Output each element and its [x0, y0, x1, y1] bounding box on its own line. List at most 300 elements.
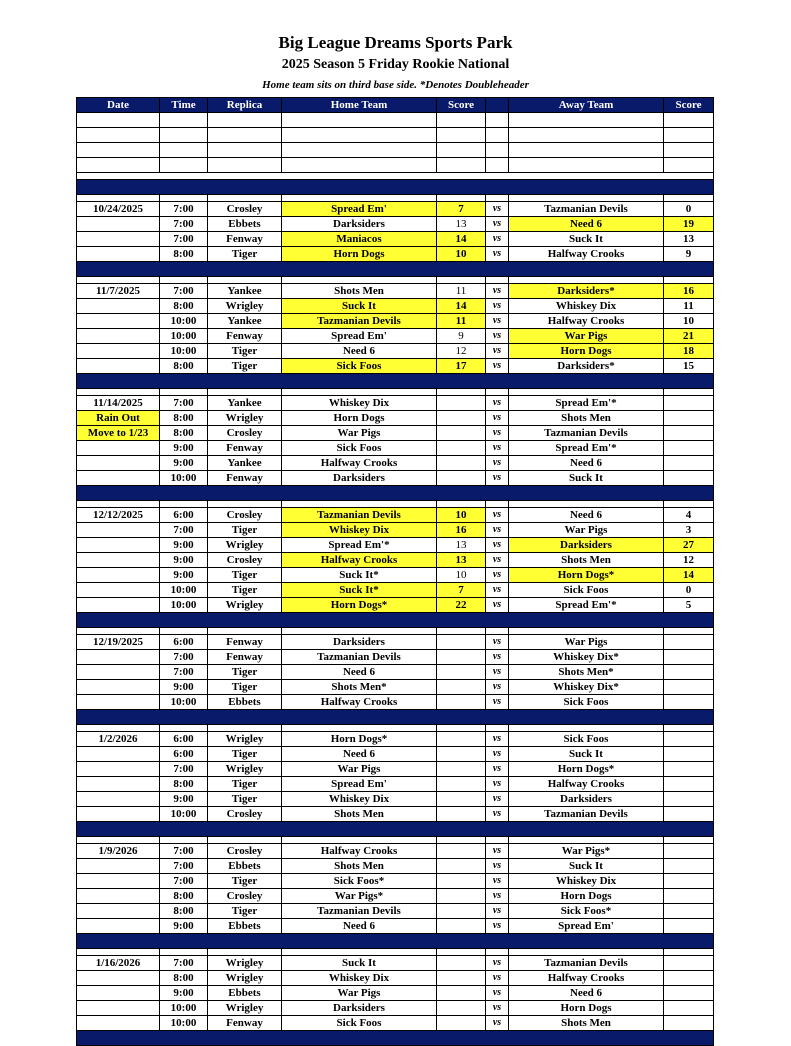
replica-field: Fenway	[208, 635, 282, 650]
away-score: 9	[664, 247, 714, 262]
home-score: 22	[437, 598, 486, 613]
away-team: Need 6	[509, 508, 664, 523]
game-date	[77, 329, 160, 344]
spacer-cell	[509, 837, 664, 844]
home-team: Whiskey Dix	[282, 792, 437, 807]
vs-label: vs	[486, 583, 509, 598]
replica-field: Tiger	[208, 777, 282, 792]
vs-label: vs	[486, 299, 509, 314]
spacer-cell	[208, 389, 282, 396]
home-score	[437, 777, 486, 792]
away-team: Suck It	[509, 232, 664, 247]
game-row	[77, 411, 714, 426]
spacer-cell	[509, 277, 664, 284]
spacer-cell	[160, 277, 208, 284]
spacer-cell	[664, 628, 714, 635]
spacer-cell	[208, 277, 282, 284]
vs-label: vs	[486, 1001, 509, 1016]
home-score: 11	[437, 314, 486, 329]
game-time: 9:00	[160, 792, 208, 807]
away-team: Whiskey Dix	[509, 299, 664, 314]
vs-label: vs	[486, 747, 509, 762]
game-date	[77, 598, 160, 613]
spacer-cell	[486, 837, 509, 844]
replica-field: Crosley	[208, 202, 282, 217]
home-score	[437, 889, 486, 904]
away-score	[664, 650, 714, 665]
game-time: 10:00	[160, 314, 208, 329]
home-score: 13	[437, 538, 486, 553]
home-team: Darksiders	[282, 635, 437, 650]
home-score: 17	[437, 359, 486, 374]
empty-cell	[77, 128, 160, 143]
replica-field: Wrigley	[208, 538, 282, 553]
game-row	[77, 568, 714, 583]
game-row	[77, 471, 714, 486]
empty-cell	[664, 128, 714, 143]
away-score: 15	[664, 359, 714, 374]
home-team: Darksiders	[282, 471, 437, 486]
game-date	[77, 471, 160, 486]
empty-cell	[77, 143, 160, 158]
spacer-cell	[437, 277, 486, 284]
replica-field: Tiger	[208, 583, 282, 598]
home-score: 13	[437, 553, 486, 568]
home-team: Horn Dogs	[282, 247, 437, 262]
home-team: Tazmanian Devils	[282, 904, 437, 919]
spacer-cell	[664, 725, 714, 732]
game-row	[77, 396, 714, 411]
game-row	[77, 956, 714, 971]
away-team: Darksiders*	[509, 359, 664, 374]
away-score: 4	[664, 508, 714, 523]
game-row	[77, 329, 714, 344]
replica-field: Crosley	[208, 844, 282, 859]
spacer-cell	[160, 195, 208, 202]
home-team: War Pigs	[282, 426, 437, 441]
away-score	[664, 844, 714, 859]
game-row	[77, 1001, 714, 1016]
spacer-cell	[160, 389, 208, 396]
game-date	[77, 919, 160, 934]
game-time: 6:00	[160, 732, 208, 747]
game-date	[77, 299, 160, 314]
game-time: 6:00	[160, 508, 208, 523]
empty-cell	[208, 113, 282, 128]
away-team: Horn Dogs*	[509, 762, 664, 777]
vs-label: vs	[486, 680, 509, 695]
game-date	[77, 971, 160, 986]
game-date	[77, 807, 160, 822]
empty-cell	[509, 113, 664, 128]
game-time: 9:00	[160, 680, 208, 695]
away-score: 12	[664, 553, 714, 568]
spacer-cell	[77, 725, 160, 732]
empty-cell	[282, 128, 437, 143]
game-time: 8:00	[160, 247, 208, 262]
game-row	[77, 732, 714, 747]
home-score: 9	[437, 329, 486, 344]
game-time: 9:00	[160, 538, 208, 553]
replica-field: Tiger	[208, 523, 282, 538]
vs-label: vs	[486, 919, 509, 934]
spacer-cell	[77, 277, 160, 284]
away-team: Sick Foos*	[509, 904, 664, 919]
home-score	[437, 971, 486, 986]
replica-field: Tiger	[208, 747, 282, 762]
game-date	[77, 889, 160, 904]
game-date: 11/14/2025	[77, 396, 160, 411]
vs-label: vs	[486, 859, 509, 874]
date-header: Date	[77, 98, 160, 113]
vs-label: vs	[486, 523, 509, 538]
game-row	[77, 284, 714, 299]
away-team-header: Away Team	[509, 98, 664, 113]
week-separator	[77, 613, 714, 628]
home-score	[437, 874, 486, 889]
game-row	[77, 874, 714, 889]
spacer-cell	[486, 195, 509, 202]
spacer-cell	[208, 949, 282, 956]
away-score	[664, 889, 714, 904]
vs-label: vs	[486, 359, 509, 374]
separator-bar	[77, 1031, 714, 1046]
vs-label: vs	[486, 329, 509, 344]
game-time: 9:00	[160, 986, 208, 1001]
game-time: 7:00	[160, 232, 208, 247]
away-score	[664, 665, 714, 680]
game-date: Move to 1/23	[77, 426, 160, 441]
home-team: Horn Dogs	[282, 411, 437, 426]
replica-field: Yankee	[208, 314, 282, 329]
spacer-cell	[664, 277, 714, 284]
spacer-cell	[208, 725, 282, 732]
away-score	[664, 919, 714, 934]
game-row	[77, 508, 714, 523]
home-team: Shots Men	[282, 284, 437, 299]
spacer-cell	[77, 195, 160, 202]
away-team: Whiskey Dix*	[509, 650, 664, 665]
game-row	[77, 359, 714, 374]
game-date	[77, 441, 160, 456]
home-team: Need 6	[282, 344, 437, 359]
empty-cell	[509, 128, 664, 143]
game-row	[77, 665, 714, 680]
home-score	[437, 1016, 486, 1031]
vs-label: vs	[486, 762, 509, 777]
game-row	[77, 635, 714, 650]
away-team: Spread Em'	[509, 919, 664, 934]
replica-field: Wrigley	[208, 971, 282, 986]
spacer-row	[77, 173, 714, 180]
game-row	[77, 919, 714, 934]
game-row	[77, 807, 714, 822]
home-team: Suck It*	[282, 583, 437, 598]
home-team: War Pigs	[282, 762, 437, 777]
game-row	[77, 202, 714, 217]
home-score	[437, 635, 486, 650]
home-team: Halfway Crooks	[282, 553, 437, 568]
vs-label: vs	[486, 396, 509, 411]
spacer-cell	[437, 501, 486, 508]
home-team: Tazmanian Devils	[282, 508, 437, 523]
home-score: 10	[437, 247, 486, 262]
home-score: 16	[437, 523, 486, 538]
home-team: Sick Foos*	[282, 874, 437, 889]
replica-field: Crosley	[208, 807, 282, 822]
spacer-row	[77, 837, 714, 844]
home-score	[437, 807, 486, 822]
home-score	[437, 426, 486, 441]
game-date: 12/19/2025	[77, 635, 160, 650]
page-title: Big League Dreams Sports Park	[278, 33, 513, 52]
home-team: Horn Dogs*	[282, 732, 437, 747]
vs-label: vs	[486, 792, 509, 807]
away-score-header: Score	[664, 98, 714, 113]
empty-cell	[160, 143, 208, 158]
away-team: Darksiders	[509, 538, 664, 553]
home-score	[437, 695, 486, 710]
game-date	[77, 665, 160, 680]
home-team: Sick Foos	[282, 1016, 437, 1031]
home-score	[437, 650, 486, 665]
game-time: 7:00	[160, 202, 208, 217]
empty-cell	[160, 113, 208, 128]
away-score	[664, 956, 714, 971]
spacer-cell	[509, 628, 664, 635]
away-team: War Pigs	[509, 329, 664, 344]
away-score: 0	[664, 583, 714, 598]
home-score	[437, 471, 486, 486]
home-score: 14	[437, 232, 486, 247]
week-separator	[77, 822, 714, 837]
home-score: 10	[437, 508, 486, 523]
game-date	[77, 1001, 160, 1016]
away-team: Halfway Crooks	[509, 777, 664, 792]
game-date	[77, 247, 160, 262]
spacer-cell	[509, 949, 664, 956]
away-team: Sick Foos	[509, 695, 664, 710]
vs-label: vs	[486, 971, 509, 986]
vs-label: vs	[486, 874, 509, 889]
away-score: 5	[664, 598, 714, 613]
away-score	[664, 777, 714, 792]
game-date	[77, 874, 160, 889]
game-row	[77, 904, 714, 919]
game-date: 1/16/2026	[77, 956, 160, 971]
away-score: 21	[664, 329, 714, 344]
vs-label: vs	[486, 247, 509, 262]
away-score: 27	[664, 538, 714, 553]
schedule-note: Home team sits on third base side. *Denotes Doubleheader	[262, 79, 529, 91]
replica-field: Tiger	[208, 359, 282, 374]
home-score: 13	[437, 217, 486, 232]
away-score	[664, 792, 714, 807]
game-time: 7:00	[160, 874, 208, 889]
replica-field: Yankee	[208, 284, 282, 299]
spacer-cell	[160, 725, 208, 732]
away-team: Halfway Crooks	[509, 314, 664, 329]
away-team: Suck It	[509, 471, 664, 486]
spacer-cell	[437, 389, 486, 396]
home-team: Halfway Crooks	[282, 695, 437, 710]
away-score	[664, 986, 714, 1001]
game-row	[77, 314, 714, 329]
vs-label: vs	[486, 635, 509, 650]
replica-field: Fenway	[208, 471, 282, 486]
separator-bar	[77, 613, 714, 628]
away-team: Sick Foos	[509, 732, 664, 747]
game-time: 9:00	[160, 456, 208, 471]
away-score	[664, 396, 714, 411]
game-row	[77, 650, 714, 665]
game-date	[77, 568, 160, 583]
game-time: 7:00	[160, 762, 208, 777]
game-date	[77, 344, 160, 359]
vs-label: vs	[486, 844, 509, 859]
separator-bar	[77, 374, 714, 389]
game-time: 10:00	[160, 471, 208, 486]
game-date: 11/7/2025	[77, 284, 160, 299]
away-team: Suck It	[509, 859, 664, 874]
home-team: Darksiders	[282, 217, 437, 232]
vs-header	[486, 98, 509, 113]
game-row	[77, 538, 714, 553]
spacer-cell	[486, 501, 509, 508]
away-team: Need 6	[509, 986, 664, 1001]
replica-field: Fenway	[208, 441, 282, 456]
blank-row	[77, 158, 714, 173]
spacer-cell	[509, 389, 664, 396]
game-time: 7:00	[160, 844, 208, 859]
spacer-cell	[282, 628, 437, 635]
away-score: 10	[664, 314, 714, 329]
home-team-header: Home Team	[282, 98, 437, 113]
game-time: 7:00	[160, 665, 208, 680]
week-separator	[77, 374, 714, 389]
home-team: Whiskey Dix	[282, 396, 437, 411]
game-time: 9:00	[160, 553, 208, 568]
home-team: Spread Em'	[282, 202, 437, 217]
game-row	[77, 441, 714, 456]
spacer-cell	[77, 837, 160, 844]
spacer-cell	[664, 837, 714, 844]
week-separator	[77, 180, 714, 195]
home-team: Halfway Crooks	[282, 844, 437, 859]
separator-bar	[77, 486, 714, 501]
home-team: Whiskey Dix	[282, 971, 437, 986]
replica-field: Wrigley	[208, 411, 282, 426]
away-score	[664, 971, 714, 986]
game-time: 8:00	[160, 777, 208, 792]
spacer-cell	[282, 725, 437, 732]
game-date: Rain Out	[77, 411, 160, 426]
game-row	[77, 777, 714, 792]
spacer-cell	[486, 725, 509, 732]
game-date	[77, 553, 160, 568]
game-date: 1/9/2026	[77, 844, 160, 859]
home-team: Suck It	[282, 956, 437, 971]
home-score: 12	[437, 344, 486, 359]
empty-cell	[282, 113, 437, 128]
week-separator	[77, 934, 714, 949]
game-time: 8:00	[160, 971, 208, 986]
blank-row	[77, 128, 714, 143]
game-row	[77, 695, 714, 710]
away-team: War Pigs*	[509, 844, 664, 859]
empty-cell	[282, 158, 437, 173]
empty-cell	[664, 113, 714, 128]
game-date	[77, 792, 160, 807]
vs-label: vs	[486, 732, 509, 747]
replica-field: Tiger	[208, 247, 282, 262]
game-row	[77, 844, 714, 859]
week-separator	[77, 710, 714, 725]
spacer-cell	[664, 501, 714, 508]
replica-field: Wrigley	[208, 299, 282, 314]
game-date: 12/12/2025	[77, 508, 160, 523]
away-score: 3	[664, 523, 714, 538]
vs-label: vs	[486, 471, 509, 486]
home-team: Maniacos	[282, 232, 437, 247]
home-team: Need 6	[282, 665, 437, 680]
spacer-cell	[208, 837, 282, 844]
home-score-header: Score	[437, 98, 486, 113]
replica-field: Tiger	[208, 568, 282, 583]
spacer-cell	[208, 501, 282, 508]
vs-label: vs	[486, 314, 509, 329]
home-team: Shots Men	[282, 859, 437, 874]
home-team: Sick Foos	[282, 441, 437, 456]
spacer-row	[77, 949, 714, 956]
replica-field: Fenway	[208, 1016, 282, 1031]
replica-field: Wrigley	[208, 956, 282, 971]
vs-label: vs	[486, 284, 509, 299]
spacer-cell	[282, 949, 437, 956]
away-team: Shots Men	[509, 553, 664, 568]
week-separator	[77, 1031, 714, 1046]
home-score	[437, 1001, 486, 1016]
vs-label: vs	[486, 568, 509, 583]
game-date	[77, 904, 160, 919]
empty-cell	[160, 158, 208, 173]
away-team: Need 6	[509, 456, 664, 471]
empty-cell	[664, 158, 714, 173]
game-row	[77, 232, 714, 247]
away-score	[664, 411, 714, 426]
replica-field: Tiger	[208, 680, 282, 695]
vs-label: vs	[486, 202, 509, 217]
game-row	[77, 792, 714, 807]
game-row	[77, 889, 714, 904]
game-date	[77, 232, 160, 247]
spacer-cell	[486, 628, 509, 635]
empty-cell	[208, 158, 282, 173]
empty-cell	[509, 143, 664, 158]
vs-label: vs	[486, 456, 509, 471]
game-date	[77, 986, 160, 1001]
empty-cell	[486, 113, 509, 128]
away-score	[664, 441, 714, 456]
game-date	[77, 1016, 160, 1031]
spacer-cell	[282, 501, 437, 508]
week-separator	[77, 262, 714, 277]
spacer-row	[77, 277, 714, 284]
away-score	[664, 1016, 714, 1031]
home-team: Need 6	[282, 919, 437, 934]
spacer-cell	[77, 389, 160, 396]
replica-field: Ebbets	[208, 695, 282, 710]
